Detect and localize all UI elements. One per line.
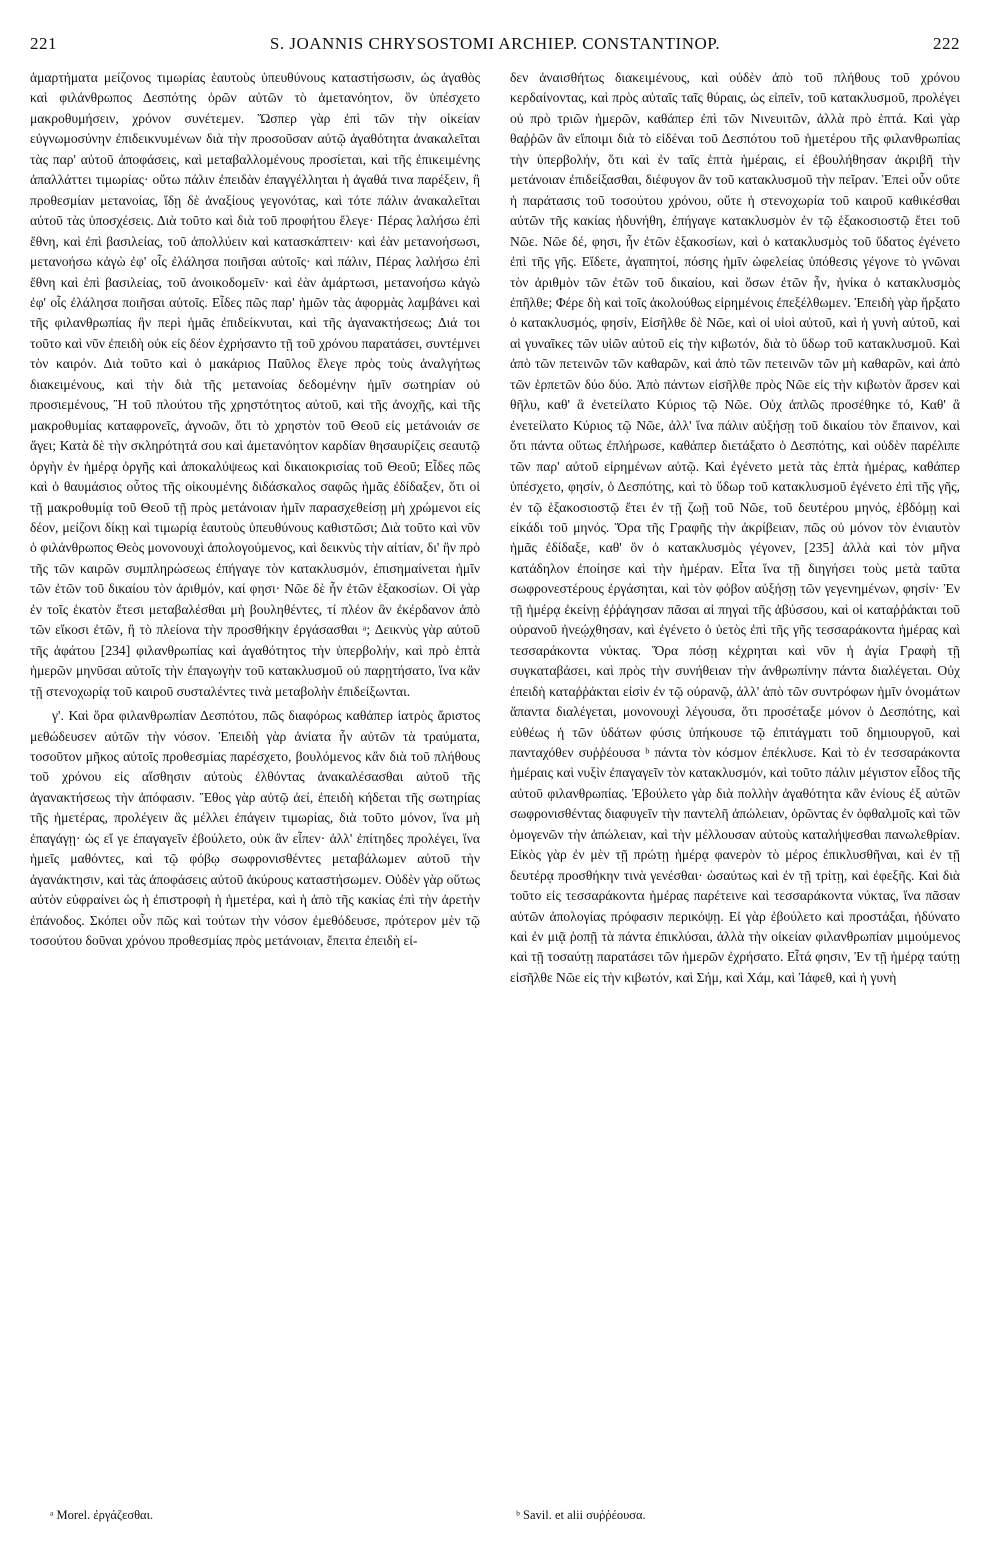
footnote-b: ᵇ Savil. et alii συῤῥέουσα. — [516, 1508, 646, 1522]
running-title: S. JOANNIS CHRYSOSTOMI ARCHIEP. CONSTANTINOP. — [269, 34, 721, 53]
page-number-left: 221 — [30, 34, 57, 53]
left-paragraph-2: γ'. Καὶ ὅρα φιλανθρωπίαν Δεσπότου, πῶς διαφόρως καθάπερ ἰατρὸς ἄριστος μεθώδευσεν αὐτῶν τὴν νόσον. Ἐπειδὴ γὰρ ἀνίατα ἦν αὐτῶν τὰ τραύματα, τοσοῦτον μῆκος αὐτοῖς προθεσμίας παρέσχετο, βουλόμενος κἂν διὰ τοῦ πλήθους τοῦ χρόνου εἰς αἴσθησιν αὐτοὺς ἐλθόντας ἀνακαλέσασθαι αὐτοῦ τῆς ἀγανακτήσεως τὴν ἀπόφασιν. Ἔθος γὰρ αὐτῷ ἀεί, ἐπειδὴ κήδεται τῆς σωτηρίας τῆς ἡμετέρας, προλέγειν ἃς μέλλει ἐπάγειν τιμωρίας, διὰ τοῦτο μόνον, ἵνα μὴ ἐπαγάγῃ· ὡς εἴ γε ἐπαγαγεῖν ἐβούλετο, οὐκ ἂν εἶπεν· ἀλλ' ἐπίτηδες προλέγει, ἵνα ἡμεῖς μαθόντες, καὶ τῷ φόβῳ σωφρονισθέντες μεταβάλωμεν αὐτοῦ τὴν ἀγανάκτησιν, καὶ τὰς ἀποφάσεις αὐτοῦ ἀκύρους καταστήσωμεν. Οὐδὲν γὰρ οὕτως αὐτὸν εὐφραίνει ὡς ἡ ἐπιστροφὴ ἡ ἡμετέρα, καὶ ἡ ἀπὸ τῆς κακίας ἐπὶ τὴν ἀρετὴν ἐπάνοδος. Σκόπει οὖν πῶς καὶ τούτων τὴν νόσον ἐμεθόδευσε, πρότερον μὲν τῷ τοσούτου δοῦναι χρόνου προθεσμίας πρὸς μετάνοιαν, ἔπειτα ἐπειδὴ εἰ- — [30, 708, 480, 949]
right-column — [510, 68, 960, 988]
right-paragraph-1: δεν ἀναισθήτως διακειμένους, καὶ οὐδὲν ἀπὸ τοῦ πλήθους τοῦ χρόνου κερδαίνοντας, καὶ πρὸς αὐταῖς ταῖς θύραις, ὡς εἰπεῖν, τοῦ κατακλυσμοῦ, προλέγει οὐ πρὸ τριῶν ἡμερῶν, καθάπερ ἐπὶ τῶν Νινευιτῶν, ἀλλὰ πρὸ ἑπτά. Καὶ γὰρ θαῤῥῶν ἂν εἴποιμι διὰ τὸ εἰδέναι τοῦ Δεσπότου τοῦ ἡμετέρου τῆς φιλανθρωπίας τὴν ὑπερβολήν, ὅτι καὶ ἐν ταῖς ἑπτὰ ἡμέραις, εἰ ἐβουλήθησαν ἀκριβῆ τὴν μετάνοιαν ἐπιδείξασθαι, διέφυγον ἂν τοῦ κατακλυσμοῦ τὴν πεῖραν. Ἐπεὶ οὖν οὔτε ἡ παράτασις τοῦ τοσούτου χρόνου, οὔτε ἡ στενοχωρία τοῦ καιροῦ καθικέσθαι αὐτῶν τῆς κακίας ἠδυνήθη, ἐπήγαγε κατακλυσμὸν ἐν τῷ ἑξακοσιοστῷ ἔτει τοῦ Νῶε. Νῶε δέ, φησι, ἦν ἐτῶν ἑξακοσίων, καὶ ὁ κατακλυσμὸς τοῦ ὕδατος ἐγένετο ἐπὶ τῆς γῆς. Εἴδετε, ἀγαπητοί, πόσης ἡμῖν ὠφελείας ὑπόθεσις γέγονε τὸ γνῶναι τὸν ἀριθμὸν τῶν ἐτῶν τοῦ δικαίου, καὶ ὅσων ἐτῶν ἦν, ἡνίκα ὁ κατακλυσμὸς ἐπῆλθε; Φέρε δὴ καὶ τοῖς ἀκολούθως εἰρημένοις ἐπεξέλθωμεν. Ἐπειδὴ γὰρ ἤρξατο ὁ κατακλυσμός, φησίν, Εἰσῆλθε δὲ Νῶε, καὶ οἱ υἱοὶ αὐτοῦ, καὶ ἡ γυνὴ αὐτοῦ, καὶ αἱ γυναῖκες τῶν υἱῶν αὐτοῦ εἰς τὴν κιβωτόν, διὰ τὸ ὕδωρ τοῦ κατακλυσμοῦ. Καὶ ἀπὸ τῶν πετεινῶν τῶν καθαρῶν, καὶ ἀπὸ τῶν πετεινῶν τῶν μὴ καθαρῶν, καὶ ἀπὸ τῶν ἑρπετῶν δύο δύο. Ἀπὸ πάντων εἰσῆλθε πρὸς Νῶε εἰς τὴν κιβωτὸν ἄρσεν καὶ θῆλυ, καθ' ἃ ἐνετείλατο Κύριος τῷ Νῶε. Οὐχ ἁπλῶς προσέθηκε τό, Καθ' ἃ ἐνετείλατο Κύριος τῷ Νῶε, ἀλλ' ἵνα πάλιν αὐξήσῃ τοῦ δικαίου τὸν ἔπαινον, καὶ ὅτι πάντα οὕτως ἐπλήρωσε, καθάπερ διετάξατο ὁ Δεσπότης, καὶ οὐδὲν παρέλιπε τῶν παρ' αὐτοῦ εἰρημένων αὐτῷ. Καὶ ἐγένετο μετὰ τὰς ἑπτὰ ἡμέρας, καθάπερ ὑπέσχετο, φησίν, ὁ Δεσπότης, καὶ τὸ ὕδωρ τοῦ κατακλυσμοῦ ἐγένετο ἐπὶ τῆς γῆς, ἐν τῷ ἑξακοσιοστῷ ἔτει ἐν τῇ ζωῇ τοῦ Νῶε, τοῦ δευτέρου μηνός, ἑβδόμῃ καὶ εἰκάδι τοῦ μηνός. Ὅρα τῆς Γραφῆς τὴν ἀκρίβειαν, πῶς οὐ μόνον τὸν ἐνιαυτὸν ἡμᾶς ἐδίδαξε, καθ' ὃν ὁ κατακλυσμὸς γέγονεν, [235] ἀλλὰ καὶ τὸν μῆνα κατάδηλον ἐποίησε καὶ τὴν ἡμέραν. Εἶτα ἵνα τῇ διηγήσει τοὺς μετὰ ταῦτα σωφρονεστέρους ἐργάσηται, καὶ τὸν φόβον αὐξήσῃ τῶν γεγενημένων, φησίν· Ἐν τῇ ἡμέρᾳ ἐκείνῃ ἐῤῥάγησαν πᾶσαι αἱ πηγαὶ τῆς ἀβύσσου, καὶ οἱ καταῤῥάκται τοῦ οὐρανοῦ ἠνεῴχθησαν, καὶ ἐγένετο ὁ ὑετὸς ἐπὶ τῆς γῆς τεσσαράκοντα ἡμέρας καὶ τεσσαράκοντα νύκτας. Ὅρα πόσῃ κέχρηται καὶ νῦν ἡ ἁγία Γραφὴ τῇ συγκαταβάσει, καὶ πρὸς τὴν συνήθειαν τὴν ἀνθρωπίνην πάντα διαλέγεται. Οὐχ ἐπειδὴ καταῤῥάκται εἰσὶν ἐν τῷ οὐρανῷ, ἀλλ' ἀπὸ τῶν συντρόφων ἡμῖν ὀνομάτων ἅπαντα διαλέγεται, μονονουχὶ λέγουσα, ὅτι προσέταξε μόνον ὁ Δεσπότης, καὶ εὐθέως ἡ τῶν ὑδάτων φύσις ὑπήκουσε τῷ ἐπιτάγματι τοῦ δημιουργοῦ, καὶ πανταχόθεν συῤῥέουσα ᵇ πάντα τὸν κόσμον ἐπέκλυσε. Καὶ τὸ ἐν τεσσαράκοντα ἡμέραις καὶ νυξὶν ἐπαγαγεῖν τὸν κατακλυσμόν, καὶ τοῦτο πάλιν μέγιστον εἶδος τῆς αὐτοῦ φιλανθρωπίας. Ἐβούλετο γὰρ διὰ πολλὴν ἀγαθότητα κἂν ἐνίους ἐξ αὐτῶν σωφρονισθέντας διαφυγεῖν τὴν παντελῆ ἀπώλειαν, ὁρῶντας ἐν ὀφθαλμοῖς καὶ τῶν ὁμογενῶν τὴν ἀπώλειαν, καὶ τὴν μέλλουσαν αὐτοὺς καταλήψεσθαι πανωλεθρίαν. Εἰκὸς γὰρ ἐν μὲν τῇ πρώτῃ ἡμέρᾳ φανερὸν τὸ μέρος ἐπικλυσθῆναι, καὶ ἐν τῇ δευτέρᾳ προσθήκην τινὰ γενέσθαι· ὡσαύτως καὶ ἐν τῇ τρίτῃ, καὶ ἐφεξῆς. Καὶ διὰ τοῦτο εἰς τεσσαράκοντα ἡμέρας παρέτεινε καὶ τεσσαράκοντα νύκτας, ἵνα πᾶσαν αὐτῶν ἀπολογίας πρόφασιν περικόψῃ. Εἰ γὰρ ἐβούλετο καὶ προστάξαι, ἠδύνατο καὶ ἐν μιᾷ ῥοπῇ τὰ πάντα ἐπικλύσαι, ἀλλὰ τὴν οἰκείαν φιλανθρωπίαν μιμούμενος καὶ τῇ τοσαύτῃ παρατάσει τῶν ἡμερῶν ἐχρήσατο. Εἶτά φησιν, Ἐν τῇ ἡμέρᾳ ταύτῃ εἰσῆλθε Νῶε εἰς τὴν κιβωτόν, καὶ Σήμ, καὶ Χάμ, καὶ Ἰάφεθ, καὶ ἡ γυνὴ — [510, 70, 960, 985]
footnote-a: ᵃ Morel. ἐργάζεσθαι. — [50, 1508, 154, 1522]
page-number-right: 222 — [933, 34, 960, 53]
left-column — [30, 68, 480, 951]
left-paragraph-1: ἁμαρτήματα μείζονος τιμωρίας ἑαυτοὺς ὑπευθύνους καταστήσωσιν, ὡς ἀγαθὸς καὶ φιλάνθρωπος Δεσπότης ὁρῶν αὐτῶν τὸ ἀμετανόητον, ὃν ὑπέσχετο μακροθυμήσειν, χρόνον συνέτεμεν. Ὥσπερ γὰρ ἐπὶ τῶν τὴν οἰκείαν εὐγνωμοσύνην ἐπιδεικνυμένων διὰ τὴν προσοῦσαν αὐτῷ ἀγαθότητα ἀνακαλεῖται τὰς παρ' αὐτοῦ ἀποφάσεις, καὶ μεταβαλλομένους προσίεται, καὶ τῆς ἐπικειμένης ἀπαλλάττει τιμωρίας· οὕτω πάλιν ἐπειδὰν ἐπαγγέλληται ἡ ἀγαθά τινα παρέξειν, ἢ προθεσμίαν μετανοίας, ἴδῃ δὲ ἀναξίους γεγονότας, καὶ τότε πάλιν ἀνακαλεῖται αὐτοῦ τὰς ὑποσχέσεις. Διὰ τοῦτο καὶ διὰ τοῦ προφήτου ἔλεγε· Πέρας λαλήσω ἐπὶ ἔθνη, καὶ ἐπὶ βασιλείας, τοῦ ἀπολλύειν καὶ κατασκάπτειν· καὶ ἐὰν μετανοήσωσι, μετανοήσω κἀγὼ ἐφ' οἷς ἐλάλησα ποιῆσαι αὐτοῖς· καὶ πάλιν, Πέρας λαλήσω ἐπὶ ἔθνη καὶ ἐπὶ βασιλείας, τοῦ ἀνοικοδομεῖν· καὶ ἐὰν ἁμάρτωσι, μετανοήσω κἀγὼ ἐφ' οἷς ἐλάλησα ποιῆσαι αὐτοῖς. Εἶδες πῶς παρ' ἡμῶν τὰς ἀφορμὰς λαμβάνει καὶ τῆς φιλανθρωπίας ἣν περὶ ἡμᾶς ἐπιδείκνυται, καὶ τῆς ἀγανακτήσεως; Διά τοι τοῦτο καὶ νῦν ἐπειδὴ οὐκ εἰς δέον ἐχρήσαντο τῇ τοῦ χρόνου παρατάσει, συντέμνει τὸν καιρόν. Διὰ τοῦτο καὶ ὁ μακάριος Παῦλος ἔλεγε πρὸς τοὺς ἀναλγήτως διακειμένους, καὶ τὴν διὰ τῆς μετανοίας δεδομένην ἡμῖν σωτηρίαν οὐ προσιεμένους, Ἢ τοῦ πλούτου τῆς χρηστότητος αὐτοῦ, καὶ τῆς ἀνοχῆς, καὶ τῆς μακροθυμίας καταφρονεῖς, ἀγνοῶν, ὅτι τὸ χρηστὸν τοῦ Θεοῦ εἰς μετάνοιάν σε ἄγει; Κατὰ δὲ τὴν σκληρότητά σου καὶ ἀμετανόητον καρδίαν θησαυρίζεις σεαυτῷ ὀργὴν ἐν ἡμέρᾳ ὀργῆς καὶ ἀποκαλύψεως καὶ δικαιοκρισίας τοῦ Θεοῦ; Εἶδες πῶς καὶ ὁ θαυμάσιος οὗτος τῆς οἰκουμένης διδάσκαλος σαφῶς ἡμᾶς ἐδίδαξεν, ὅτι οἱ τῇ μακροθυμίᾳ τοῦ Θεοῦ τῇ πρὸς μετάνοιαν ἡμῖν παρασχεθείσῃ μὴ χρώμενοι εἰς δέον, μείζονι δίκῃ καὶ τιμωρίᾳ ἑαυτοὺς ὑπευθύνους καθιστῶσι; Διὰ τοῦτο καὶ νῦν ὁ φιλάνθρωπος Θεὸς μονονουχὶ ἀπολογούμενος, καὶ δεικνὺς τὴν αἰτίαν, δι' ἣν πρὸ τῆς τῶν καιρῶν συμπληρώσεως ἐπήγαγε τὸν κατακλυσμόν, ἐπισημαίνεται ἡμῖν τῶν ἐτῶν τοῦ δικαίου τὸν ἀριθμόν, καί φησι· Νῶε δὲ ἦν ἐτῶν ἑξακοσίων. Οἱ γὰρ ἐν τοῖς ἑκατὸν ἔτεσι μεταβαλέσθαι μὴ βουληθέντες, τί πλέον ἂν ἐκέρδανον ἀπὸ τῶν εἴκοσι ἐτῶν, ἢ τὸ πλείονα τὴν προσθήκην ἐργάσασθαι ᵃ; Δεικνὺς γὰρ αὐτοῦ τῆς ἀφάτου [234] φιλανθρωπίας καὶ ἀγαθότητος τὴν ὑπερβολήν, καὶ πρὸ ἑπτὰ ἡμερῶν μηνῦσαι αὐτοῖς τὴν ἐπαγωγὴν τοῦ κατακλυσμοῦ οὐ παρῃτήσατο, ἵνα κἂν τῇ στενοχωρίᾳ τοῦ καιροῦ συσταλέντες τινὰ μεταβολὴν ἐπιδείξωνται. — [30, 70, 480, 699]
running-header — [30, 34, 960, 60]
